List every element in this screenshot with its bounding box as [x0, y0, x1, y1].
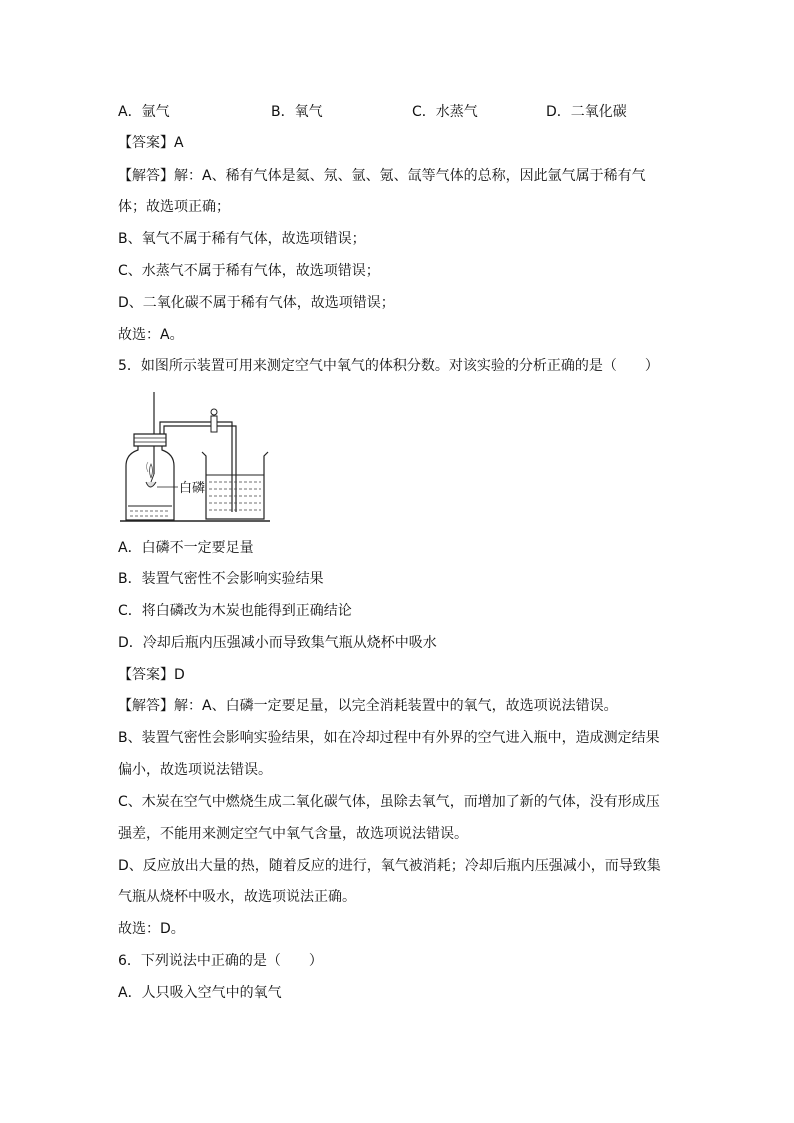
q4-answer: 【答案】A	[118, 135, 184, 151]
q4-analysis-line-5: D、二氧化碳不属于稀有气体，故选项错误；	[118, 295, 395, 311]
q5-apparatus-figure	[120, 392, 270, 524]
stopper	[134, 434, 166, 446]
connecting-tube-inner	[164, 426, 236, 512]
q4-analysis-line-6: 故选：A。	[118, 327, 184, 343]
q4-options-row	[118, 102, 678, 122]
q5-option-d: D．冷却后瓶内压强减小而导致集气瓶从烧杯中吸水	[118, 635, 437, 651]
q5-option-b: B．装置气密性不会影响实验结果	[118, 571, 324, 587]
q5-answer: 【答案】D	[118, 667, 185, 683]
q4-option-d: D．二氧化碳	[546, 104, 627, 120]
q5-analysis-line-8: 故选：D。	[118, 921, 185, 937]
flame-icon	[150, 464, 153, 478]
q6-option-a: A．人只吸入空气中的氧气	[118, 985, 282, 1001]
q5-analysis-line-7: 气瓶从烧杯中吸水，故选项说法正确。	[118, 889, 356, 905]
q5-analysis-line-4: C、木炭在空气中燃烧生成二氧化碳气体，虽除去氧气，而增加了新的气体，没有形成压	[118, 794, 660, 810]
q5-analysis-line-1: 【解答】解：A、白磷一定要足量，以完全消耗装置中的氧气，故选项说法错误。	[118, 698, 618, 714]
q4-option-b: B．氧气	[271, 104, 323, 120]
clamp-knob	[211, 409, 217, 415]
q4-analysis-line-1: 【解答】解：A、稀有气体是氦、氖、氩、氪、氙等气体的总称，因此氩气属于稀有气	[118, 168, 646, 184]
q4-option-a: A．氩气	[118, 104, 170, 120]
spoon-handle	[151, 474, 154, 482]
q5-analysis-line-2: B、装置气密性会影响实验结果，如在冷却过程中有外界的空气进入瓶中，造成测定结果	[118, 730, 660, 746]
figure-label-white-phosphorus: 白磷	[179, 481, 206, 496]
spring-clamp	[211, 416, 217, 432]
q4-option-c: C．水蒸气	[412, 104, 478, 120]
q6-stem: 6．下列说法中正确的是（ ）	[118, 953, 323, 969]
q5-analysis-line-5: 强差，不能用来测定空气中氧气含量，故选项说法错误。	[118, 826, 468, 842]
q4-analysis-line-2: 体；故选项正确；	[118, 199, 230, 215]
q5-option-a: A．白磷不一定要足量	[118, 540, 254, 556]
q4-analysis-line-3: B、氧气不属于稀有气体，故选项错误；	[118, 231, 366, 247]
connecting-tube	[160, 422, 232, 512]
q5-analysis-line-3: 偏小，故选项说法错误。	[118, 762, 272, 778]
combustion-spoon	[146, 482, 156, 487]
q4-analysis-line-4: C、水蒸气不属于稀有气体，故选项错误；	[118, 263, 380, 279]
q5-analysis-line-6: D、反应放出大量的热，随着反应的进行，氧气被消耗；冷却后瓶内压强减小，而导致集	[118, 858, 661, 874]
beaker	[202, 452, 268, 519]
apparatus-diagram	[120, 392, 270, 524]
q5-option-c: C．将白磷改为木炭也能得到正确结论	[118, 603, 352, 619]
smoke-icon	[147, 462, 149, 472]
q5-stem: 5．如图所示装置可用来测定空气中氧气的体积分数。对该实验的分析正确的是（ ）	[118, 358, 659, 374]
